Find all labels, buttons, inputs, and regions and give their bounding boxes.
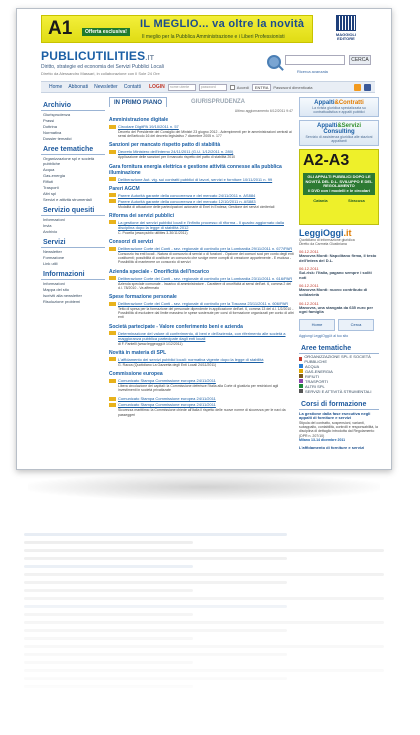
news-section-description: Consorzio tra enti locali - Natura di consorzio di servizi o di funzioni - Opzione dei comuni soci per conto degli enti costituenti; possibilità di costituire un consorzio che svolge mere compiti di creazione appartenente - E esclusa - Possibilità di mantenere un consorzio di servizi: [118, 252, 294, 265]
search-button[interactable]: CERCA: [349, 55, 371, 65]
nav-contatti[interactable]: Contatti: [123, 84, 141, 90]
news-entry-link[interactable]: Parere Autorità garante della concorrenza e del mercato 24/11/2011 n. AS884: [118, 192, 256, 198]
news-section-description: Sicurezza marittima: la Commissione chiede all'Italia il rispetto delle nuove norme di sicurezza per le navi da passeggeri: [118, 408, 286, 417]
news-entry-link[interactable]: Determinazione del valore di conferimento, di beni e dell'azienda, con riferimento alle società a maggioranza pubblica partecipate dagli enti locali: [118, 330, 286, 341]
news-section-description: Decreto del Presidente del Consiglio dei Ministri 23 giugno 2012 - Adempimenti per le amministrazioni centrali ai sensi dell'articolo 16 del decreto legislativo 7 dicembre 2005 n. 177: [118, 130, 292, 139]
news-entry: [109, 199, 295, 204]
document-tag-icon: [109, 276, 116, 280]
maggioli-logo-icon: [336, 15, 356, 31]
site-logo-text: PUBLICUTILITIES: [41, 49, 146, 63]
document-tag-icon: [109, 302, 116, 306]
appalti-contratti-title: Appalti&Contratti: [314, 100, 364, 106]
login-button[interactable]: ENTRA: [252, 84, 272, 91]
browser-frame: [16, 8, 392, 470]
news-section: [109, 350, 295, 367]
a2a3-text: GLI APPALTI PUBBLICI DOPO LE NOVITÀ DEL D.L. SVILUPPO E DEL REGOLAMENTO Il DVD con i modelli e le circolari: [303, 173, 375, 195]
news-section-title[interactable]: Commissione europea: [109, 371, 163, 378]
appalti-servizi-text: Servizio di assistenza giuridica alle stazioni appaltanti: [305, 135, 373, 143]
leggioggi-home-button[interactable]: Home: [299, 319, 335, 331]
topic-label: ACQUA: [305, 363, 320, 369]
news-entry: [109, 149, 295, 154]
site-director: Diretto da Alessandro Massari, in collaborazione con Il Sole 24 Ore: [41, 71, 160, 76]
news-section-title[interactable]: Amministrazione digitale: [109, 117, 169, 123]
sidebar-item[interactable]: Informazioni: [43, 280, 65, 286]
last-updated: Ultimo aggiornamento 6/12/2011 9:47: [234, 109, 293, 113]
topic-color-icon: [299, 379, 303, 383]
news-section-title[interactable]: Pareri AGCM: [109, 185, 140, 192]
news-section: [109, 239, 295, 265]
document-tag-icon: [109, 125, 116, 129]
site-tagline: Diritto, strategie ed economia dei Servizi Pubblici Locali: [41, 64, 164, 70]
sidebar-item[interactable]: Newsletter: [43, 248, 62, 254]
news-section-description: Modalità di attuazione delle partecipazioni azionarie di Enel in Endesa; Gestione dei servizi cimiteriali: [118, 204, 275, 209]
sidebar-item[interactable]: Servizi e attività strumentali: [43, 196, 92, 202]
news-entry-link[interactable]: Deliberazione Corte dei Conti - sez. regionale di controllo per la Toscana 23/11/2011 n. 606/PAR: [118, 301, 289, 307]
news-headline[interactable]: Sul-risk: l'Italia, pagano sempre i soliti noti: [299, 270, 372, 280]
frame-shadow: [28, 474, 380, 500]
corsi-box: [299, 412, 379, 451]
main-content: [109, 97, 295, 417]
sidebar-item[interactable]: Altri spl: [43, 190, 57, 196]
document-tag-icon: [109, 177, 116, 181]
corsi-course-text: Stipula del contratto, sospensioni, varianti, subappalto, contabilità, controlli e responsabilità, la disciplina di dettaglio introdotta dal Regolamento (DPR n. 207/10): [299, 420, 378, 438]
news-section: [109, 117, 295, 138]
news-section-description: Tetto di spesa per la formazione del personale dipendente in applicazione dell'art. 6, comma 13 del d.l. 1/2/2010 - Possibilità di escludere dal limite massimo le spese sostenute per corsi di formazione organizzati per conto di altri enti: [118, 307, 294, 320]
news-section-description: Azienda speciale comunale - Incarico di amministratore - Carattere di onorificità ai sensi dell'art. 6, comma 2 del d.l. 78/2010 - Va affermato: [118, 281, 292, 290]
a2a3-label: A2-A3: [303, 152, 350, 169]
news-entry: [109, 301, 295, 306]
sidebar-item[interactable]: Formazione: [43, 254, 65, 260]
news-entry: [109, 246, 295, 251]
news-entry-link[interactable]: Deliberazione Aut. vig. sui contratti pubblici di lavori, servizi e forniture 10/11/2011 n. 99: [118, 176, 273, 182]
news-entry: [109, 276, 295, 281]
sidebar-item[interactable]: Acqua: [43, 166, 55, 172]
remember-label: Accedi: [236, 84, 249, 90]
news-entry-link[interactable]: Comunicato Stampa Commissione europea 24/11/2011: [118, 402, 216, 408]
news-section: [109, 186, 295, 209]
promo-banner[interactable]: [41, 15, 313, 43]
left-sidebar: [41, 97, 105, 304]
leggioggi-sub2: Diretto da Carmela Giustiniana: [299, 242, 347, 246]
leggioggi-search-button[interactable]: Cerca: [338, 319, 374, 331]
news-section-title[interactable]: Sanzioni per mancato rispetto patto di stabilità: [109, 142, 221, 149]
news-section-title[interactable]: Consorzi di servizi: [109, 239, 154, 246]
site-logo[interactable]: [41, 49, 221, 63]
news-entry-link[interactable]: Decreto Ministero dell'Interno 24/11/2011 (G.U. 1/12/2011 n. 280): [118, 149, 234, 155]
topic-color-icon: [299, 364, 303, 368]
topic-label: SERVIZI E ATTIVITÀ STRUMENTALI: [305, 388, 372, 394]
sidebar-item[interactable]: Link utili: [43, 260, 58, 266]
site-header: [41, 49, 221, 76]
news-section: [109, 142, 295, 159]
topic-color-icon: [299, 384, 303, 388]
news-entry-link[interactable]: Deliberazione Corte dei Conti - sez. regionale di controllo per la Lombardia 23/11/2011 n. 616/PAR: [118, 275, 293, 281]
news-entry-link[interactable]: L'affidamento dei servizi pubblici locali: normativa vigente dopo la legge di stabilità: [118, 356, 264, 362]
news-section-description: Libera circolazione dei capitali: la Commissione deferisce l'Italia alla Corte di giustizia per restrizioni agli investimenti in società privatizzate: [118, 384, 279, 393]
facebook-icon[interactable]: [364, 84, 371, 91]
news-date: 06.12.2011: [299, 266, 319, 272]
left-section-title: Aree tematiche: [41, 144, 105, 155]
topic-label: GAS-ENERGIA: [305, 368, 333, 374]
sidebar-item[interactable]: Organizzazione spl e società pubbliche: [43, 155, 95, 166]
left-section-title: Archivio: [41, 100, 105, 111]
appalti-contratti-text: La rivista giuridica specializzata su contrattualistica e appalti pubblici: [312, 106, 366, 114]
news-entry: [109, 124, 295, 129]
leggioggi-widget: [299, 228, 379, 338]
news-entry: [109, 177, 295, 182]
top-banner-row: [41, 13, 367, 45]
news-entry: [109, 357, 295, 362]
username-field[interactable]: nome utente: [168, 84, 196, 91]
topic-color-icon: [299, 389, 303, 393]
news-section-title[interactable]: Azienda speciale - Onorificità dell'incarico: [109, 268, 210, 275]
sidebar-item[interactable]: Rifiuti: [43, 178, 54, 184]
news-entry-link[interactable]: Circolare DigitPA 19/10/2011 n. 57: [118, 124, 179, 129]
nav-newsletter[interactable]: Newsletter: [94, 84, 118, 90]
sidebar-item[interactable]: Archivio: [43, 228, 58, 234]
frame-reflection: [16, 528, 392, 728]
document-tag-icon: [109, 220, 116, 224]
news-section-description: Applicazione delle sanzioni per il mancato rispetto del patto di stabilità 2010: [118, 155, 236, 160]
topic-color-icon: [299, 369, 303, 373]
login-label: LOGIN: [148, 84, 165, 90]
topic-color-icon: [299, 357, 302, 361]
topic-label: ORGANIZZAZIONE SPL E SOCIETÀ PUBBLICHE: [304, 353, 371, 364]
left-section-title: Servizio quesiti: [41, 205, 105, 216]
topic-label: TRASPORTI: [305, 378, 328, 384]
a2a3-city-a: Catania: [313, 198, 328, 204]
news-headline[interactable]: Manovra Monti: Napolitano firma, il testo dell'intera del D.L.: [299, 253, 377, 263]
document-tag-icon: [109, 199, 116, 203]
right-aree-title: Aree tematiche: [299, 343, 379, 354]
banner-badge: Offerta esclusiva!: [82, 28, 130, 36]
news-section: [109, 269, 295, 290]
password-field[interactable]: password: [199, 84, 227, 91]
left-section-title: Servizi: [41, 237, 105, 248]
news-section-title[interactable]: Spese formazione personale: [109, 294, 177, 301]
a2a3-banner[interactable]: [299, 149, 379, 225]
news-entry: [109, 331, 295, 341]
add-leggioggi-link[interactable]: Aggiungi LeggiOggi.it al tuo sito: [299, 333, 349, 338]
news-section-title[interactable]: Riforma dei servizi pubblici: [109, 212, 175, 219]
sidebar-item[interactable]: Dottrina: [43, 123, 58, 129]
news-section-title[interactable]: Società partecipate - Valore conferimento beni e azienda: [109, 323, 243, 330]
sidebar-item[interactable]: Iscriviti alla newsletter: [43, 292, 82, 298]
banner-label: A1: [48, 18, 73, 39]
topic-label: ALTRI SPL: [305, 383, 325, 389]
nav-abbonati[interactable]: Abbonati: [68, 84, 89, 90]
news-section-description: C. Pocella (www.public utilities 3-30/11/2011): [118, 230, 188, 235]
news-entry: [109, 220, 295, 230]
document-tag-icon: [109, 193, 116, 197]
sidebar-item[interactable]: Dossier tematici: [43, 135, 72, 141]
sidebar-item[interactable]: Trasporti: [43, 184, 59, 190]
topic-label: RIFIUTI: [305, 373, 319, 379]
topic-item[interactable]: [299, 389, 379, 394]
sidebar-item[interactable]: Prassi: [43, 117, 55, 123]
document-tag-icon: [109, 379, 116, 383]
news-entry: [109, 402, 295, 407]
topic-item[interactable]: [299, 354, 379, 364]
remember-checkbox[interactable]: [230, 85, 235, 90]
news-date: 06.12.2011: [299, 300, 319, 306]
publisher-name: MAGGIOLI EDITORE: [335, 32, 357, 42]
appalti-contratti-box[interactable]: [299, 97, 379, 117]
appalti-servizi-title: Appalti&Servizi Consulting: [316, 123, 362, 135]
corsi-course-date: Milano 13-14 dicembre 2011: [299, 437, 346, 442]
leggioggi-sub: Quotidiano di informazione giuridica: [299, 238, 355, 242]
news-entry-link[interactable]: Deliberazione Corte dei Conti - sez. regionale di controllo per la Lombardia 29/11/2011 n. 677/PAR: [118, 246, 293, 252]
news-entry: [109, 193, 295, 198]
publisher-logo[interactable]: [329, 15, 363, 43]
sidebar-item[interactable]: Mappa del sito: [43, 286, 70, 292]
news-section: [109, 164, 295, 182]
corsi-footer-link[interactable]: L'affidamento di forniture e servizi: [299, 444, 365, 450]
sidebar-item[interactable]: Giurisprudenza: [43, 111, 71, 117]
search-icon: [267, 55, 281, 69]
a2a3-footer: [303, 198, 375, 203]
document-tag-icon: [109, 331, 116, 335]
document-tag-icon: [109, 397, 116, 401]
leggioggi-buttons: [299, 319, 379, 331]
tab-in-primo-piano[interactable]: IN PRIMO PIANO: [109, 97, 167, 107]
site-logo-suffix: .IT: [145, 55, 155, 62]
topic-color-icon: [299, 374, 303, 378]
appalti-servizi-box[interactable]: [299, 120, 379, 146]
corsi-title: Corsi di formazione: [299, 399, 379, 410]
a2a3-city-b: Siracusa: [348, 198, 365, 204]
content-tabs: [109, 97, 295, 107]
news-section-title[interactable]: Novità in materia di SPL: [109, 349, 167, 356]
search-area: [267, 53, 373, 79]
tab-giurisprudenza[interactable]: GIURISPRUDENZA: [191, 99, 246, 105]
news-section-description: di F. Fantelli (www.leggeoggi.it 1/12/2011): [118, 341, 183, 346]
news-section: [109, 294, 295, 320]
document-tag-icon: [109, 403, 116, 407]
advanced-search-link[interactable]: Ricerca avanzata: [297, 69, 328, 74]
sidebar-item[interactable]: Risoluzione problemi: [43, 298, 81, 304]
news-headline[interactable]: Manovra Monti: nuovo contributo di solidarietà: [299, 287, 368, 297]
banner-headline: IL MEGLIO... va oltre la novità: [140, 18, 305, 30]
nav-home[interactable]: Home: [49, 84, 63, 90]
document-tag-icon: [109, 357, 116, 361]
news-entry-link[interactable]: Parere Autorità garante della concorrenza e del mercato 12/10/2011 n. AS883: [118, 198, 256, 204]
news-section: [109, 213, 295, 235]
left-section-title: Informazioni: [41, 269, 105, 280]
forgot-password-link[interactable]: Password dimenticata: [273, 84, 313, 90]
rss-icon[interactable]: [354, 84, 361, 91]
document-tag-icon: [109, 150, 116, 154]
corsi-course-title[interactable]: La gestione dalla fase esecutiva negli appalti di forniture e servizi: [299, 410, 371, 421]
news-entry: [109, 378, 295, 383]
news-entry-link[interactable]: La gestione dei servizi pubblici locali e l'infinito processo di riforma - Il quadro aggiornato dalla disciplina dopo la legge di stabilità 2012: [118, 219, 284, 230]
sidebar-item[interactable]: Gas-energia: [43, 172, 66, 178]
news-entry-link[interactable]: Comunicato Stampa Commissione europea 24/11/2011: [118, 378, 216, 384]
news-entry-link[interactable]: Comunicato Stampa Commissione europea 24/11/2011: [118, 396, 216, 402]
main-nav: [41, 81, 375, 93]
news-section-title[interactable]: Gara fornitura energia elettrica e gestione attività connesse alla pubblica illuminazione: [109, 163, 282, 176]
search-input[interactable]: [285, 55, 345, 65]
news-date: 06.12.2011: [299, 249, 319, 254]
news-section: [109, 396, 295, 416]
sidebar-item[interactable]: Normativa: [43, 129, 62, 135]
banner-subline: Il meglio per la Pubblica Amministrazione e i Liberi Professionisti: [142, 34, 285, 40]
news-section: [109, 324, 295, 346]
document-tag-icon: [109, 247, 116, 251]
news-section-description: G. Racca (Quotidiano La Gazzetta degli Enti Locali 24/11/2011): [118, 362, 217, 367]
leggioggi-logo[interactable]: LeggiOggi.it: [299, 228, 352, 238]
news-date: 06.12.2011: [299, 283, 319, 289]
right-sidebar: [299, 97, 379, 451]
sidebar-item[interactable]: Informazioni: [43, 216, 65, 222]
news-entry: [109, 396, 295, 401]
news-headline[interactable]: Manovra, una stangata da 635 euro per ogni famiglia: [299, 304, 374, 315]
sidebar-item[interactable]: Invia: [43, 222, 52, 228]
news-section: [109, 371, 295, 392]
